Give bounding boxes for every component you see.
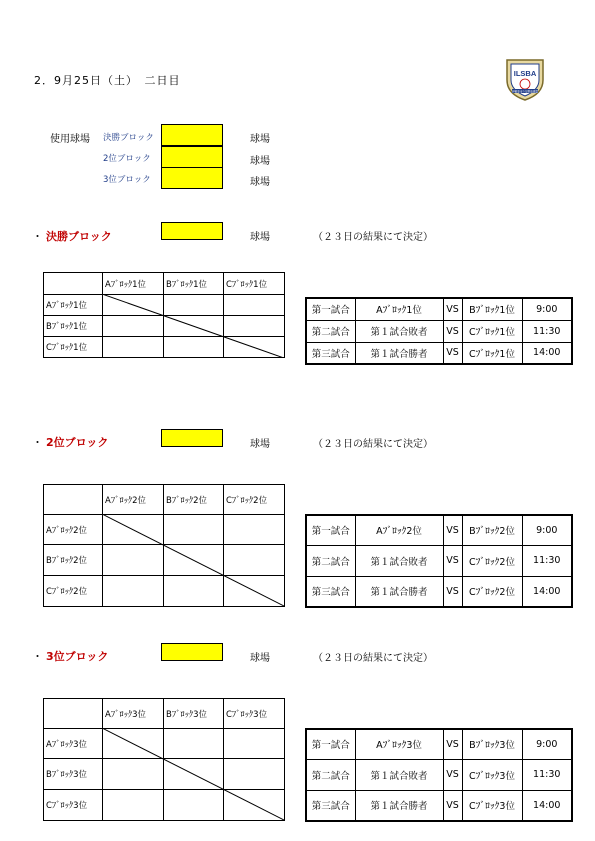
- field-label: 球場: [250, 134, 270, 145]
- row-header: Cﾌﾞﾛｯｸ2位: [44, 576, 103, 607]
- result-cell[interactable]: [164, 316, 224, 337]
- row-header: Bﾌﾞﾛｯｸ3位: [44, 759, 103, 790]
- venue-input-final[interactable]: [161, 124, 223, 146]
- section-bullet: ・: [32, 650, 43, 663]
- away-team: Cﾌﾞﾛｯｸ1位: [462, 320, 522, 342]
- result-cell[interactable]: [103, 295, 164, 316]
- game-time: 11:30: [522, 545, 572, 576]
- section-field-input[interactable]: [161, 643, 223, 661]
- game-label: 第一試合: [306, 298, 355, 320]
- home-team: 第１試合勝者: [355, 576, 443, 607]
- result-cell[interactable]: [103, 337, 164, 358]
- result-cell[interactable]: [103, 316, 164, 337]
- home-team: 第１試合敗者: [355, 759, 443, 790]
- game-time: 11:30: [522, 759, 572, 790]
- row-header: Cﾌﾞﾛｯｸ1位: [44, 337, 103, 358]
- venue-input-second[interactable]: [161, 146, 223, 168]
- away-team: Bﾌﾞﾛｯｸ1位: [462, 298, 522, 320]
- venue-label: 使用球場: [50, 134, 90, 145]
- venue-block-final: 決勝ブロック: [103, 133, 154, 143]
- result-cell[interactable]: [224, 576, 285, 607]
- game-time: 14:00: [522, 342, 572, 364]
- vs-label: VS: [443, 576, 462, 607]
- row-header: Bﾌﾞﾛｯｸ2位: [44, 545, 103, 576]
- home-team: 第１試合敗者: [355, 320, 443, 342]
- vs-label: VS: [443, 515, 462, 545]
- game-time: 11:30: [522, 320, 572, 342]
- column-header: Cﾌﾞﾛｯｸ2位: [224, 485, 285, 515]
- game-label: 第一試合: [306, 515, 355, 545]
- away-team: Cﾌﾞﾛｯｸ3位: [462, 790, 522, 821]
- away-team: Cﾌﾞﾛｯｸ2位: [462, 576, 522, 607]
- row-header: Cﾌﾞﾛｯｸ3位: [44, 790, 103, 821]
- field-label: 球場: [250, 177, 270, 188]
- result-cell[interactable]: [164, 337, 224, 358]
- result-cell[interactable]: [224, 729, 285, 759]
- result-cell[interactable]: [164, 295, 224, 316]
- game-time: 9:00: [522, 298, 572, 320]
- result-cell[interactable]: [103, 545, 164, 576]
- field-label: 球場: [250, 232, 270, 243]
- game-label: 第一試合: [306, 729, 355, 759]
- section-note: （２３日の結果にて決定）: [313, 653, 433, 664]
- logo-subtext: 伊勢原市少年野球連盟: [512, 90, 538, 94]
- home-team: Aﾌﾞﾛｯｸ3位: [355, 729, 443, 759]
- home-team: Aﾌﾞﾛｯｸ2位: [355, 515, 443, 545]
- game-time: 14:00: [522, 790, 572, 821]
- section-bullet: ・: [32, 436, 43, 449]
- result-cell[interactable]: [164, 759, 224, 790]
- game-label: 第二試合: [306, 759, 355, 790]
- field-label: 球場: [250, 156, 270, 167]
- section-bullet: ・: [32, 230, 43, 243]
- result-cell[interactable]: [164, 576, 224, 607]
- vs-label: VS: [443, 759, 462, 790]
- result-cell[interactable]: [224, 337, 285, 358]
- result-cell[interactable]: [224, 759, 285, 790]
- result-cell[interactable]: [224, 295, 285, 316]
- column-header: Bﾌﾞﾛｯｸ1位: [164, 273, 224, 295]
- game-time: 9:00: [522, 515, 572, 545]
- game-label: 第三試合: [306, 342, 355, 364]
- home-team: 第１試合勝者: [355, 790, 443, 821]
- game-label: 第二試合: [306, 320, 355, 342]
- result-cell[interactable]: [103, 790, 164, 821]
- venue-input-third[interactable]: [161, 167, 223, 189]
- vs-label: VS: [443, 320, 462, 342]
- section-field-input[interactable]: [161, 429, 223, 447]
- result-cell[interactable]: [224, 790, 285, 821]
- league-logo: [503, 56, 547, 102]
- corner-cell: [44, 485, 103, 515]
- vs-label: VS: [443, 342, 462, 364]
- field-label: 球場: [250, 653, 270, 664]
- away-team: Cﾌﾞﾛｯｸ1位: [462, 342, 522, 364]
- column-header: Aﾌﾞﾛｯｸ3位: [103, 699, 164, 729]
- section-field-input[interactable]: [161, 222, 223, 240]
- result-cell[interactable]: [164, 790, 224, 821]
- venue-block-second: 2位ブロック: [103, 154, 151, 164]
- section-note: （２３日の結果にて決定）: [313, 439, 433, 450]
- game-time: 14:00: [522, 576, 572, 607]
- section-title-second: 2位ブロック: [46, 436, 109, 449]
- result-cell[interactable]: [103, 576, 164, 607]
- home-team: 第１試合敗者: [355, 545, 443, 576]
- result-cell[interactable]: [164, 729, 224, 759]
- schedule-table: [305, 297, 573, 365]
- vs-label: VS: [443, 790, 462, 821]
- section-note: （２３日の結果にて決定）: [313, 232, 433, 243]
- result-cell[interactable]: [164, 515, 224, 545]
- round-robin-table: [43, 484, 285, 607]
- vs-label: VS: [443, 298, 462, 320]
- venue-block-third: 3位ブロック: [103, 175, 151, 185]
- corner-cell: [44, 699, 103, 729]
- page-heading: 2．9月25日（土） 二日目: [34, 74, 181, 87]
- round-robin-table: [43, 698, 285, 821]
- home-team: Aﾌﾞﾛｯｸ1位: [355, 298, 443, 320]
- result-cell[interactable]: [103, 729, 164, 759]
- section-title-third: 3位ブロック: [46, 650, 109, 663]
- home-team: 第１試合勝者: [355, 342, 443, 364]
- away-team: Cﾌﾞﾛｯｸ2位: [462, 545, 522, 576]
- column-header: Cﾌﾞﾛｯｸ1位: [224, 273, 285, 295]
- game-label: 第二試合: [306, 545, 355, 576]
- away-team: Bﾌﾞﾛｯｸ2位: [462, 515, 522, 545]
- result-cell[interactable]: [103, 515, 164, 545]
- column-header: Aﾌﾞﾛｯｸ2位: [103, 485, 164, 515]
- column-header: Bﾌﾞﾛｯｸ2位: [164, 485, 224, 515]
- corner-cell: [44, 273, 103, 295]
- result-cell[interactable]: [164, 545, 224, 576]
- column-header: Bﾌﾞﾛｯｸ3位: [164, 699, 224, 729]
- column-header: Aﾌﾞﾛｯｸ1位: [103, 273, 164, 295]
- row-header: Bﾌﾞﾛｯｸ1位: [44, 316, 103, 337]
- row-header: Aﾌﾞﾛｯｸ1位: [44, 295, 103, 316]
- row-header: Aﾌﾞﾛｯｸ3位: [44, 729, 103, 759]
- result-cell[interactable]: [103, 759, 164, 790]
- away-team: Cﾌﾞﾛｯｸ3位: [462, 759, 522, 790]
- row-header: Aﾌﾞﾛｯｸ2位: [44, 515, 103, 545]
- column-header: Cﾌﾞﾛｯｸ3位: [224, 699, 285, 729]
- schedule-table: [305, 728, 573, 822]
- vs-label: VS: [443, 545, 462, 576]
- round-robin-table: [43, 272, 285, 358]
- field-label: 球場: [250, 439, 270, 450]
- schedule-table: [305, 514, 573, 608]
- section-title-final: 決勝ブロック: [46, 230, 112, 243]
- result-cell[interactable]: [224, 515, 285, 545]
- game-label: 第三試合: [306, 790, 355, 821]
- game-label: 第三試合: [306, 576, 355, 607]
- logo-text: ILSBA: [513, 69, 537, 78]
- result-cell[interactable]: [224, 545, 285, 576]
- result-cell[interactable]: [224, 316, 285, 337]
- vs-label: VS: [443, 729, 462, 759]
- away-team: Bﾌﾞﾛｯｸ3位: [462, 729, 522, 759]
- game-time: 9:00: [522, 729, 572, 759]
